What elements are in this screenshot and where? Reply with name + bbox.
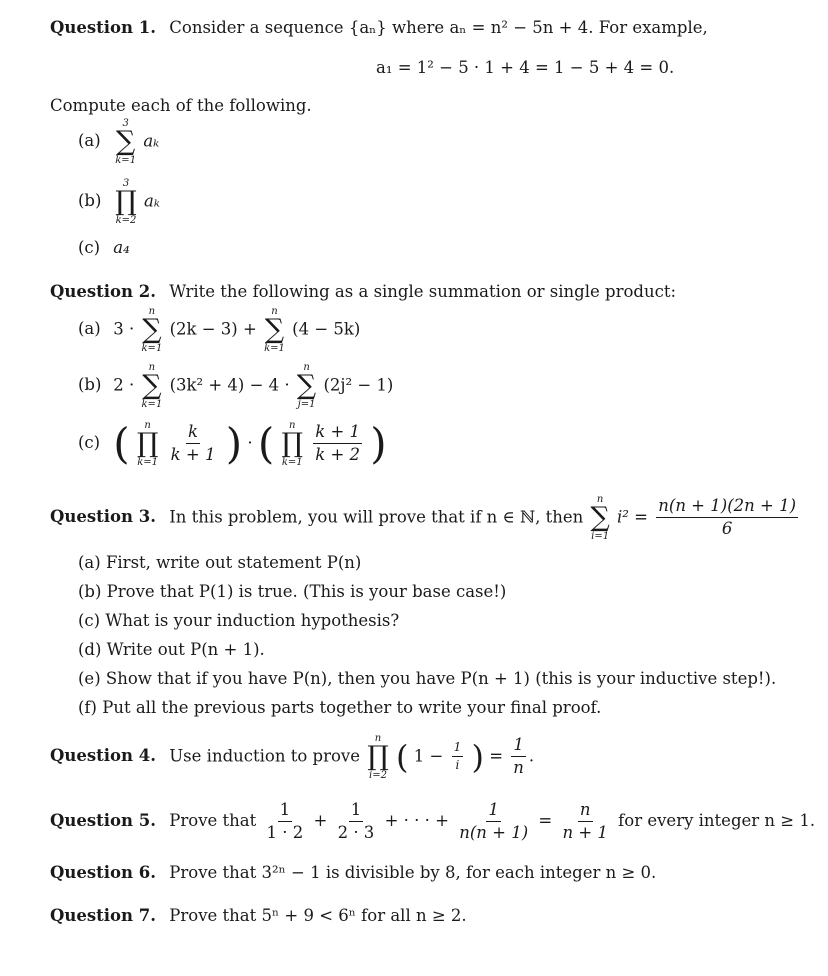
- question-7-text: Prove that 5ⁿ + 9 < 6ⁿ for all n ≥ 2.: [169, 906, 467, 925]
- question-2c: [78, 420, 387, 468]
- fraction: [452, 741, 464, 772]
- part-label: (c): [78, 238, 101, 257]
- part-label: (a): [78, 319, 101, 339]
- product: [281, 420, 303, 468]
- question-2b: [78, 362, 393, 410]
- summation: [297, 362, 316, 410]
- pi-icon: ∏: [281, 428, 303, 459]
- denominator: k + 2: [315, 445, 361, 465]
- plus: +: [313, 811, 328, 831]
- product: [367, 733, 389, 781]
- question-4-label: Question 4.: [50, 746, 157, 766]
- sigma-icon: ∑: [590, 502, 610, 533]
- sum-lower: k=1: [264, 342, 285, 354]
- summation: [590, 494, 609, 542]
- prod-lower: k=1: [137, 456, 159, 468]
- sigma-icon: ∑: [142, 314, 162, 345]
- sum-lower: k=1: [141, 342, 163, 354]
- denominator: 1 · 2: [266, 823, 304, 843]
- part-label: (b): [78, 191, 102, 211]
- denominator: n + 1: [562, 823, 608, 843]
- numerator: 1: [486, 801, 501, 822]
- question-1-intro: Consider a sequence {aₙ} where aₙ = n² − 5n + 4. For example,: [169, 18, 708, 37]
- fraction: [313, 423, 362, 464]
- question-1a: [78, 118, 159, 166]
- numerator: k + 1: [313, 423, 362, 444]
- question-2-text: Write the following as a single summation or single product:: [169, 282, 677, 301]
- question-4: [50, 733, 534, 781]
- left-paren-icon: (: [113, 418, 130, 468]
- denominator: 6: [721, 519, 733, 539]
- numerator: 1: [349, 801, 364, 822]
- sum-upper: n: [148, 362, 156, 373]
- part-label: (b): [78, 375, 102, 395]
- fraction: [169, 423, 218, 464]
- term: (2k − 3) +: [169, 319, 257, 339]
- sum-lower: k=1: [141, 398, 163, 410]
- coefficient: 2 ·: [113, 375, 135, 395]
- question-3-part: (f) Put all the previous parts together to write your final proof.: [78, 698, 602, 717]
- prod-lower: k=1: [281, 456, 303, 468]
- summation: [264, 306, 285, 354]
- sum-upper: n: [596, 494, 604, 505]
- question-6-text: Prove that 3²ⁿ − 1 is divisible by 8, for each integer n ≥ 0.: [169, 863, 657, 882]
- question-5-tail: for every integer n ≥ 1.: [618, 811, 816, 831]
- sum-upper: n: [148, 306, 156, 317]
- denominator: n(n + 1): [459, 823, 529, 843]
- part-label: (c): [78, 433, 101, 453]
- fraction: [336, 801, 377, 842]
- question-1b: [78, 178, 160, 226]
- term: 1 −: [413, 746, 444, 766]
- question-6-label: Question 6.: [50, 863, 157, 882]
- question-3-part: (a) First, write out statement P(n): [78, 553, 362, 572]
- numerator: k: [186, 423, 200, 444]
- fraction: [560, 801, 609, 842]
- summation: [142, 306, 163, 354]
- numerator: n(n + 1)(2n + 1): [656, 497, 798, 518]
- sigma-icon: ∑: [116, 126, 136, 157]
- question-3-part: (e) Show that if you have P(n), then you have P(n + 1) (this is your inductive step!).: [78, 669, 777, 688]
- term: (4 − 5k): [292, 319, 361, 339]
- question-1-compute: Compute each of the following.: [50, 96, 312, 115]
- sum-term: aₖ: [143, 131, 160, 151]
- period: .: [528, 746, 535, 766]
- question-5: [50, 801, 815, 842]
- pi-icon: ∏: [115, 186, 137, 217]
- question-7: [50, 908, 467, 925]
- question-2: [50, 284, 676, 301]
- prod-upper: n: [144, 420, 151, 431]
- prod-lower: i=2: [369, 769, 387, 781]
- question-3-label: Question 3.: [50, 507, 157, 527]
- question-3-part: (b) Prove that P(1) is true. (This is your base case!): [78, 582, 507, 601]
- question-3-part: (c) What is your induction hypothesis?: [78, 611, 400, 630]
- pi-icon: ∏: [367, 741, 389, 772]
- equals: =: [538, 811, 553, 831]
- numerator: 1: [278, 801, 293, 822]
- question-1c: [78, 240, 130, 257]
- question-1: [50, 20, 708, 37]
- equals: =: [634, 507, 648, 527]
- numerator: 1: [452, 741, 464, 757]
- right-paren-icon: ): [471, 737, 484, 776]
- prod-lower: k=2: [115, 214, 137, 226]
- denominator: i: [455, 758, 460, 773]
- left-paren-icon: (: [257, 418, 275, 468]
- sum-upper: 3: [122, 118, 129, 129]
- summation: [142, 362, 163, 410]
- equals: =: [489, 746, 504, 766]
- question-4-text: Use induction to prove: [169, 746, 360, 766]
- term: a₄: [113, 238, 130, 257]
- question-6: [50, 865, 656, 882]
- numerator: n: [578, 801, 593, 822]
- question-1-label: Question 1.: [50, 18, 157, 37]
- question-7-label: Question 7.: [50, 906, 157, 925]
- dot-operator: ·: [247, 433, 253, 453]
- sum-lower: i=1: [591, 530, 610, 542]
- coefficient: 3 ·: [113, 319, 135, 339]
- right-paren-icon: ): [225, 418, 243, 468]
- numerator: 1: [511, 736, 526, 757]
- term: (2j² − 1): [323, 375, 394, 395]
- pi-icon: ∏: [136, 428, 159, 459]
- part-label: (a): [78, 131, 101, 151]
- fraction: [265, 801, 306, 842]
- denominator: k + 1: [170, 445, 216, 465]
- question-1-example: a₁ = 1² − 5 · 1 + 4 = 1 − 5 + 4 = 0.: [376, 58, 675, 77]
- question-5-label: Question 5.: [50, 811, 157, 831]
- sigma-icon: ∑: [264, 314, 285, 345]
- prod-term: aₖ: [144, 191, 160, 211]
- prod-upper: 3: [122, 178, 130, 189]
- right-paren-icon: ): [370, 418, 387, 468]
- question-3-part: (d) Write out P(n + 1).: [78, 640, 265, 659]
- ellipsis: + · · · +: [384, 811, 449, 831]
- sum-lower: j=1: [297, 398, 316, 410]
- question-3-text: In this problem, you will prove that if n ∈ ℕ, then: [169, 507, 584, 527]
- question-2a: [78, 306, 360, 354]
- product: [137, 420, 159, 468]
- fraction: [457, 801, 530, 842]
- prod-upper: n: [374, 733, 382, 744]
- product: [115, 178, 137, 226]
- question-2-label: Question 2.: [50, 282, 157, 301]
- sigma-icon: ∑: [296, 370, 317, 401]
- denominator: n: [513, 758, 524, 778]
- question-3: [50, 494, 801, 542]
- sigma-icon: ∑: [142, 370, 162, 401]
- sum-lower: k=1: [115, 154, 137, 166]
- fraction: [656, 497, 798, 538]
- sum-term: i²: [617, 507, 629, 527]
- prod-upper: n: [289, 420, 296, 431]
- question-5-text: Prove that: [169, 811, 257, 831]
- term: (3k² + 4) − 4 ·: [169, 375, 290, 395]
- fraction: [511, 736, 526, 777]
- denominator: 2 · 3: [337, 823, 375, 843]
- sum-upper: n: [271, 306, 278, 317]
- summation: [115, 118, 136, 166]
- left-paren-icon: (: [396, 737, 409, 776]
- sum-upper: n: [303, 362, 310, 373]
